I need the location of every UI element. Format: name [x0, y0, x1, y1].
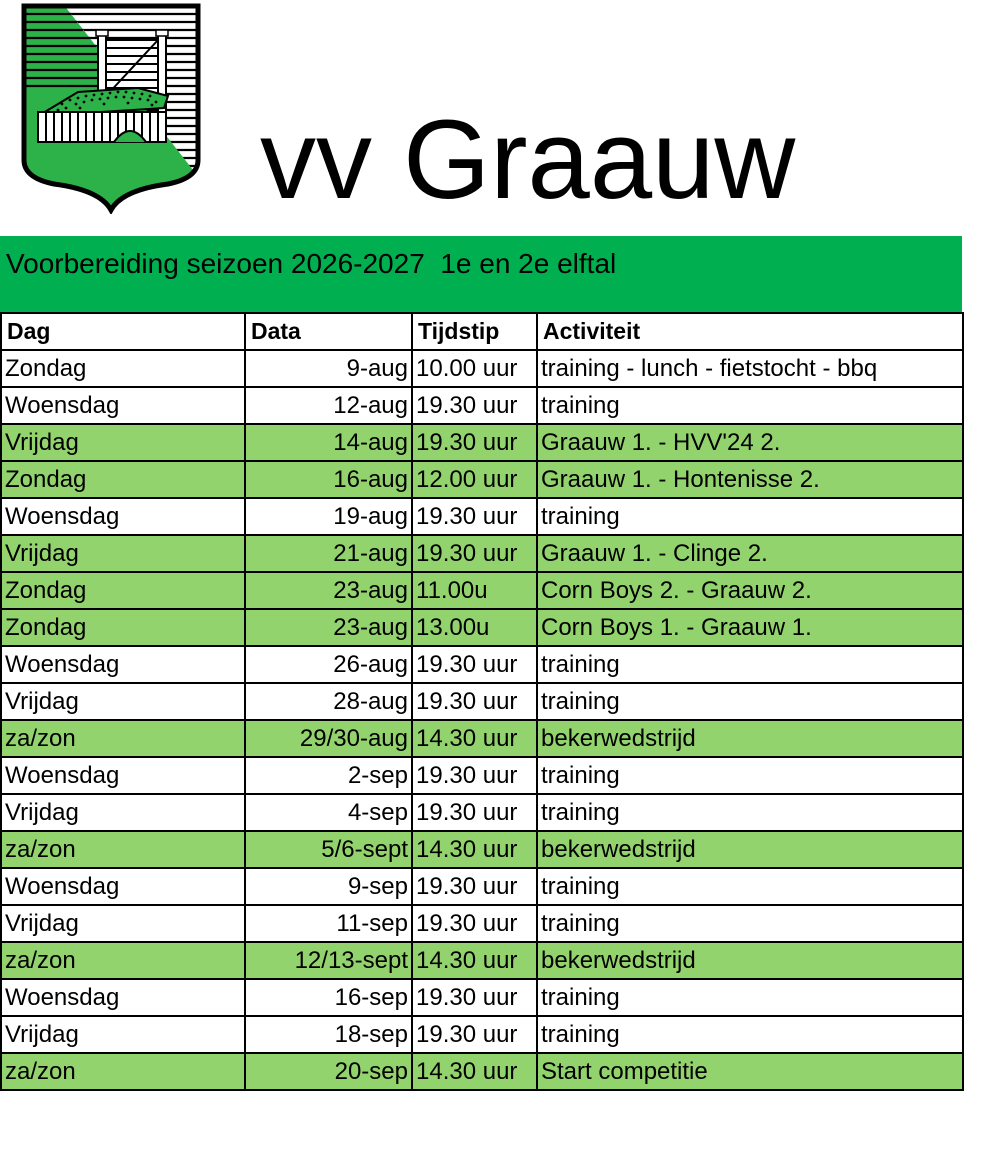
- cell-tijdstip: 19.30 uur: [412, 683, 537, 720]
- cell-dag: Woensdag: [1, 387, 245, 424]
- cell-data: 4-sep: [245, 794, 412, 831]
- cell-activiteit: training: [537, 387, 963, 424]
- cell-data: 9-sep: [245, 868, 412, 905]
- season-banner-title: Voorbereiding seizoen 2026-2027 1e en 2e elftal: [6, 248, 617, 279]
- table-row: [1, 498, 963, 535]
- cell-tijdstip: 19.30 uur: [412, 424, 537, 461]
- cell-dag: Woensdag: [1, 757, 245, 794]
- table-row: [1, 572, 963, 609]
- cell-tijdstip: 19.30 uur: [412, 979, 537, 1016]
- cell-activiteit: training: [537, 646, 963, 683]
- table-row: [1, 350, 963, 387]
- club-crest-logo: [18, 0, 204, 214]
- cell-data: 16-sep: [245, 979, 412, 1016]
- cell-activiteit: training: [537, 757, 963, 794]
- cell-dag: Woensdag: [1, 646, 245, 683]
- club-name-title: vv Graauw: [260, 97, 796, 222]
- cell-dag: Vrijdag: [1, 424, 245, 461]
- column-header-activiteit: Activiteit: [537, 313, 963, 350]
- cell-data: 14-aug: [245, 424, 412, 461]
- schedule-body: [1, 350, 963, 1090]
- table-row: [1, 720, 963, 757]
- cell-tijdstip: 10.00 uur: [412, 350, 537, 387]
- cell-tijdstip: 14.30 uur: [412, 831, 537, 868]
- cell-tijdstip: 19.30 uur: [412, 757, 537, 794]
- table-header-row: [1, 313, 963, 350]
- cell-tijdstip: 11.00u: [412, 572, 537, 609]
- cell-dag: Zondag: [1, 572, 245, 609]
- table-row: [1, 387, 963, 424]
- cell-dag: za/zon: [1, 831, 245, 868]
- cell-tijdstip: 19.30 uur: [412, 535, 537, 572]
- cell-dag: Woensdag: [1, 979, 245, 1016]
- table-row: [1, 646, 963, 683]
- table-row: [1, 461, 963, 498]
- cell-tijdstip: 13.00u: [412, 609, 537, 646]
- cell-data: 9-aug: [245, 350, 412, 387]
- cell-activiteit: bekerwedstrijd: [537, 720, 963, 757]
- cell-data: 29/30-aug: [245, 720, 412, 757]
- cell-data: 26-aug: [245, 646, 412, 683]
- cell-dag: Zondag: [1, 609, 245, 646]
- cell-activiteit: bekerwedstrijd: [537, 942, 963, 979]
- cell-data: 23-aug: [245, 572, 412, 609]
- cell-data: 28-aug: [245, 683, 412, 720]
- table-row: [1, 868, 963, 905]
- cell-data: 12-aug: [245, 387, 412, 424]
- cell-activiteit: training: [537, 683, 963, 720]
- cell-data: 18-sep: [245, 1016, 412, 1053]
- cell-activiteit: Graauw 1. - HVV'24 2.: [537, 424, 963, 461]
- cell-data: 11-sep: [245, 905, 412, 942]
- column-header-tijdstip: Tijdstip: [412, 313, 537, 350]
- table-row: [1, 1016, 963, 1053]
- cell-dag: Zondag: [1, 461, 245, 498]
- cell-dag: Woensdag: [1, 498, 245, 535]
- table-row: [1, 942, 963, 979]
- table-row: [1, 1053, 963, 1090]
- table-row: [1, 905, 963, 942]
- cell-dag: Zondag: [1, 350, 245, 387]
- table-row: [1, 979, 963, 1016]
- cell-dag: Vrijdag: [1, 1016, 245, 1053]
- cell-activiteit: training: [537, 498, 963, 535]
- cell-activiteit: training: [537, 868, 963, 905]
- cell-activiteit: Corn Boys 2. - Graauw 2.: [537, 572, 963, 609]
- cell-activiteit: training - lunch - fietstocht - bbq: [537, 350, 963, 387]
- cell-activiteit: Graauw 1. - Clinge 2.: [537, 535, 963, 572]
- cell-activiteit: Start competitie: [537, 1053, 963, 1090]
- cell-tijdstip: 14.30 uur: [412, 942, 537, 979]
- column-header-data: Data: [245, 313, 412, 350]
- cell-dag: Vrijdag: [1, 905, 245, 942]
- cell-data: 5/6-sept: [245, 831, 412, 868]
- cell-dag: za/zon: [1, 720, 245, 757]
- cell-activiteit: training: [537, 1016, 963, 1053]
- cell-tijdstip: 14.30 uur: [412, 720, 537, 757]
- cell-data: 12/13-sept: [245, 942, 412, 979]
- cell-tijdstip: 12.00 uur: [412, 461, 537, 498]
- cell-data: 2-sep: [245, 757, 412, 794]
- cell-dag: Vrijdag: [1, 535, 245, 572]
- table-row: [1, 831, 963, 868]
- cell-tijdstip: 19.30 uur: [412, 498, 537, 535]
- cell-data: 19-aug: [245, 498, 412, 535]
- cell-dag: za/zon: [1, 1053, 245, 1090]
- cell-activiteit: training: [537, 905, 963, 942]
- cell-tijdstip: 19.30 uur: [412, 1016, 537, 1053]
- table-row: [1, 683, 963, 720]
- table-row: [1, 757, 963, 794]
- cell-activiteit: training: [537, 979, 963, 1016]
- table-row: [1, 794, 963, 831]
- cell-data: 23-aug: [245, 609, 412, 646]
- cell-data: 21-aug: [245, 535, 412, 572]
- cell-tijdstip: 19.30 uur: [412, 868, 537, 905]
- cell-tijdstip: 19.30 uur: [412, 905, 537, 942]
- cell-activiteit: Graauw 1. - Hontenisse 2.: [537, 461, 963, 498]
- cell-activiteit: training: [537, 794, 963, 831]
- cell-data: 20-sep: [245, 1053, 412, 1090]
- table-row: [1, 424, 963, 461]
- cell-data: 16-aug: [245, 461, 412, 498]
- cell-dag: za/zon: [1, 942, 245, 979]
- schedule-table: [0, 312, 964, 1091]
- cell-tijdstip: 19.30 uur: [412, 646, 537, 683]
- cell-tijdstip: 19.30 uur: [412, 387, 537, 424]
- cell-dag: Woensdag: [1, 868, 245, 905]
- cell-dag: Vrijdag: [1, 794, 245, 831]
- cell-tijdstip: 19.30 uur: [412, 794, 537, 831]
- cell-activiteit: bekerwedstrijd: [537, 831, 963, 868]
- season-banner: [0, 236, 962, 312]
- cell-tijdstip: 14.30 uur: [412, 1053, 537, 1090]
- table-row: [1, 535, 963, 572]
- cell-dag: Vrijdag: [1, 683, 245, 720]
- cell-activiteit: Corn Boys 1. - Graauw 1.: [537, 609, 963, 646]
- column-header-dag: Dag: [1, 313, 245, 350]
- table-row: [1, 609, 963, 646]
